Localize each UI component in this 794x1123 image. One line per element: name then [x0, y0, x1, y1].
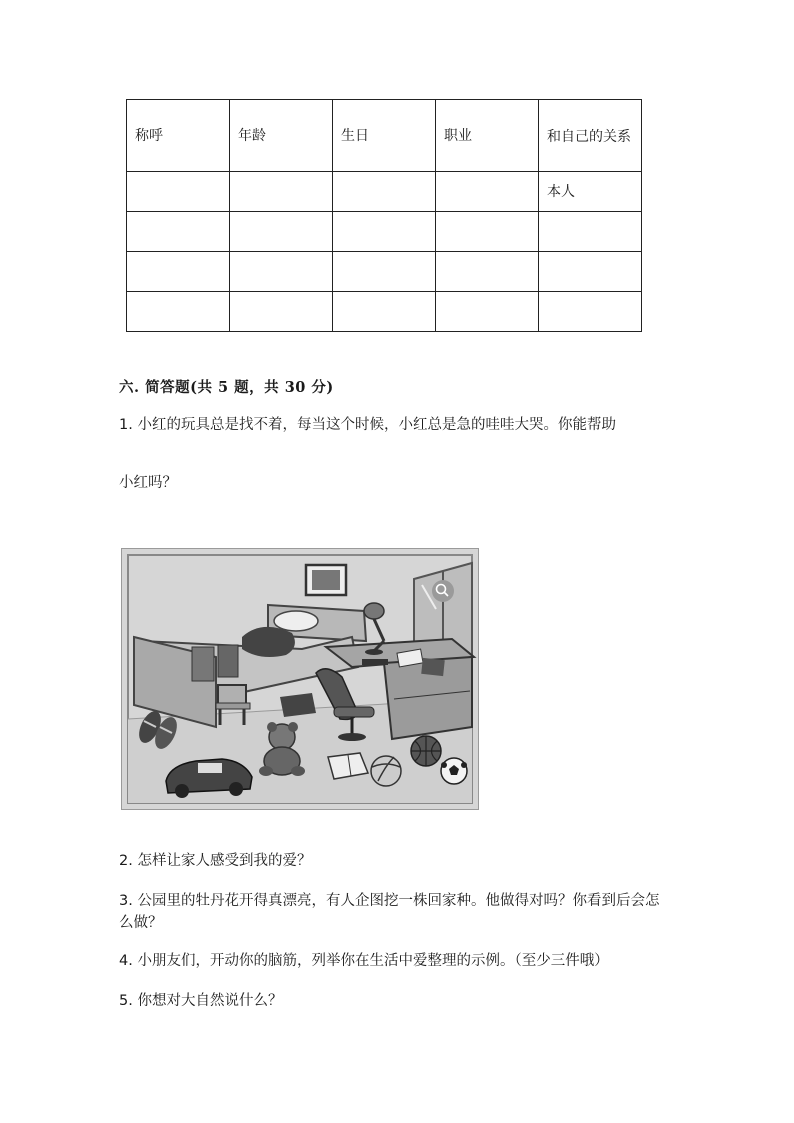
soccer-ball-icon	[441, 758, 467, 784]
table-cell[interactable]	[333, 252, 436, 292]
question-4: 4. 小朋友们，开动你的脑筋，列举你在生活中爱整理的示例。（至少三件哦）	[119, 953, 609, 969]
header-cell-job: 职业	[436, 100, 539, 172]
question-5: 5. 你想对大自然说什么？	[119, 993, 283, 1009]
table-cell[interactable]	[127, 292, 230, 332]
table-cell[interactable]	[333, 212, 436, 252]
table-row	[127, 212, 642, 252]
table-cell[interactable]	[127, 172, 230, 212]
basketball-icon	[411, 736, 441, 766]
table-row	[127, 252, 642, 292]
table-cell[interactable]	[539, 212, 642, 252]
table-cell[interactable]	[436, 172, 539, 212]
table-cell[interactable]	[436, 292, 539, 332]
table-cell[interactable]	[127, 252, 230, 292]
header-cell-age: 年龄	[230, 100, 333, 172]
table-cell[interactable]	[230, 292, 333, 332]
table-cell[interactable]	[333, 292, 436, 332]
table-cell[interactable]	[230, 212, 333, 252]
table-cell[interactable]	[436, 212, 539, 252]
table-cell[interactable]	[333, 172, 436, 212]
table-header-row	[127, 100, 642, 172]
zoom-icon	[432, 580, 454, 602]
table-cell[interactable]	[539, 252, 642, 292]
table-row	[127, 292, 642, 332]
table-cell[interactable]	[127, 212, 230, 252]
header-cell-birthday: 生日	[333, 100, 436, 172]
table-cell[interactable]	[230, 172, 333, 212]
question-1-line-1: 1. 小红的玩具总是找不着，每当这个时候，小红总是急的哇哇大哭。你能帮助	[119, 417, 616, 433]
question-1-line-2: 小红吗？	[119, 475, 177, 491]
question-2: 2. 怎样让家人感受到我的爱？	[119, 853, 312, 869]
table-row	[127, 172, 642, 212]
header-cell-relation: 和自己的关系	[539, 100, 642, 172]
header-cell-title: 称呼	[127, 100, 230, 172]
table-cell[interactable]	[539, 292, 642, 332]
family-info-table	[126, 99, 642, 332]
question-3: 3. 公园里的牡丹花开得真漂亮，有人企图挖一株回家种。他做得对吗？你看到后会怎么做？	[119, 893, 660, 931]
table-cell[interactable]: 本人	[539, 172, 642, 212]
table-cell[interactable]	[230, 252, 333, 292]
section-title: 六. 简答题(共 5 题，共 30 分)	[119, 379, 334, 396]
messy-room-illustration	[121, 548, 479, 810]
table-cell[interactable]	[436, 252, 539, 292]
